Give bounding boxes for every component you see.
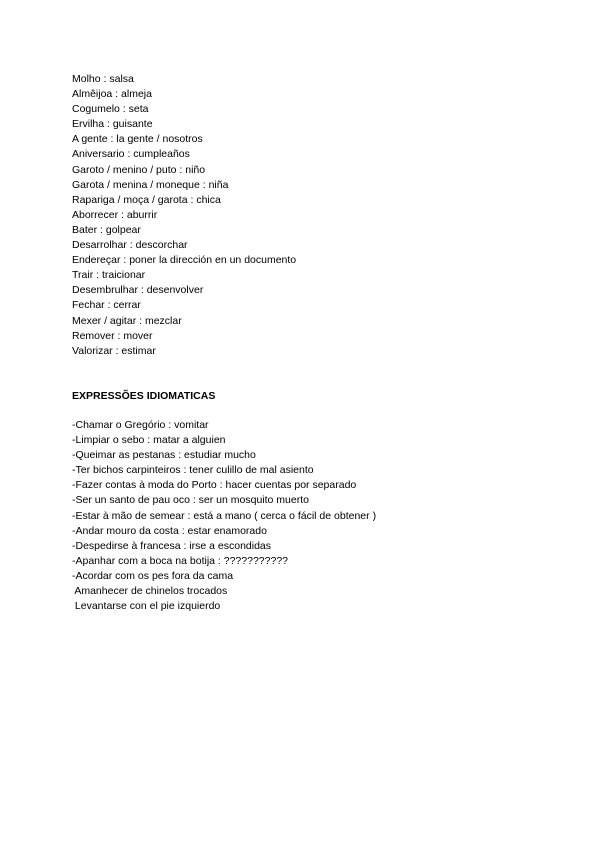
section-title: EXPRESSÕES IDIOMATICAS: [72, 390, 216, 402]
idiom-item: -Ser un santo de pau oco : ser un mosquito muerto: [72, 494, 309, 507]
idiom-item: -Estar à mão de semear : está a mano ( cerca o fácil de obtener ): [72, 509, 377, 522]
vocabulary-item: Desarrolhar : descorchar: [72, 239, 188, 252]
idiom-item: -Chamar o Gregório : vomitar: [72, 419, 209, 431]
vocabulary-item: Ervilha : guisante: [72, 118, 153, 131]
idioms-list: [72, 418, 552, 614]
vocabulary-item: Garoto / menino / puto : niño: [72, 163, 206, 176]
vocabulary-item: Almêijoa : almeja: [72, 88, 152, 101]
idiom-item: -Despedirse à francesa : irse a escondidas: [72, 539, 272, 552]
idiom-item: -Apanhar com a boca na botija : ???????????: [72, 554, 288, 567]
idiom-item: -Ter bichos carpinteiros : tener culillo de mal asiento: [72, 464, 314, 477]
idiom-item: -Fazer contas à moda do Porto : hacer cuentas por separado: [72, 479, 357, 492]
vocabulary-item: Mexer / agitar : mezclar: [72, 314, 182, 327]
vocabulary-list: [72, 72, 552, 359]
vocabulary-item: Trair : traicionar: [72, 269, 146, 282]
idiom-item: -Andar mouro da costa : estar enamorado: [72, 524, 267, 537]
idiom-item: -Queimar as pestanas : estudiar mucho: [72, 449, 256, 462]
idiom-item: Levantarse con el pie izquierdo: [72, 600, 221, 613]
vocabulary-item: Desembrulhar : desenvolver: [72, 284, 204, 297]
vocabulary-item: Valorizar : estimar: [72, 344, 156, 357]
vocabulary-item: Endereçar : poner la dirección en un documento: [72, 254, 297, 267]
vocabulary-item: A gente : la gente / nosotros: [72, 133, 203, 146]
vocabulary-item: Fechar : cerrar: [72, 299, 141, 312]
vocabulary-item: Aniversario : cumpleaños: [72, 148, 190, 161]
vocabulary-item: Garota / menina / moneque : niña: [72, 178, 229, 191]
idiom-item: Amanhecer de chinelos trocados: [72, 585, 228, 598]
idiom-item: -Limpiar o sebo : matar a alguien: [72, 434, 226, 447]
vocabulary-item: Molho : salsa: [72, 73, 134, 85]
vocabulary-item: Cogumelo : seta: [72, 103, 149, 116]
vocabulary-item: Rapariga / moça / garota : chica: [72, 193, 221, 206]
idiom-item: -Acordar com os pes fora da cama: [72, 569, 234, 582]
vocabulary-item: Aborrecer : aburrir: [72, 208, 158, 221]
vocabulary-item: Remover : mover: [72, 329, 153, 342]
vocabulary-item: Bater : golpear: [72, 223, 141, 236]
